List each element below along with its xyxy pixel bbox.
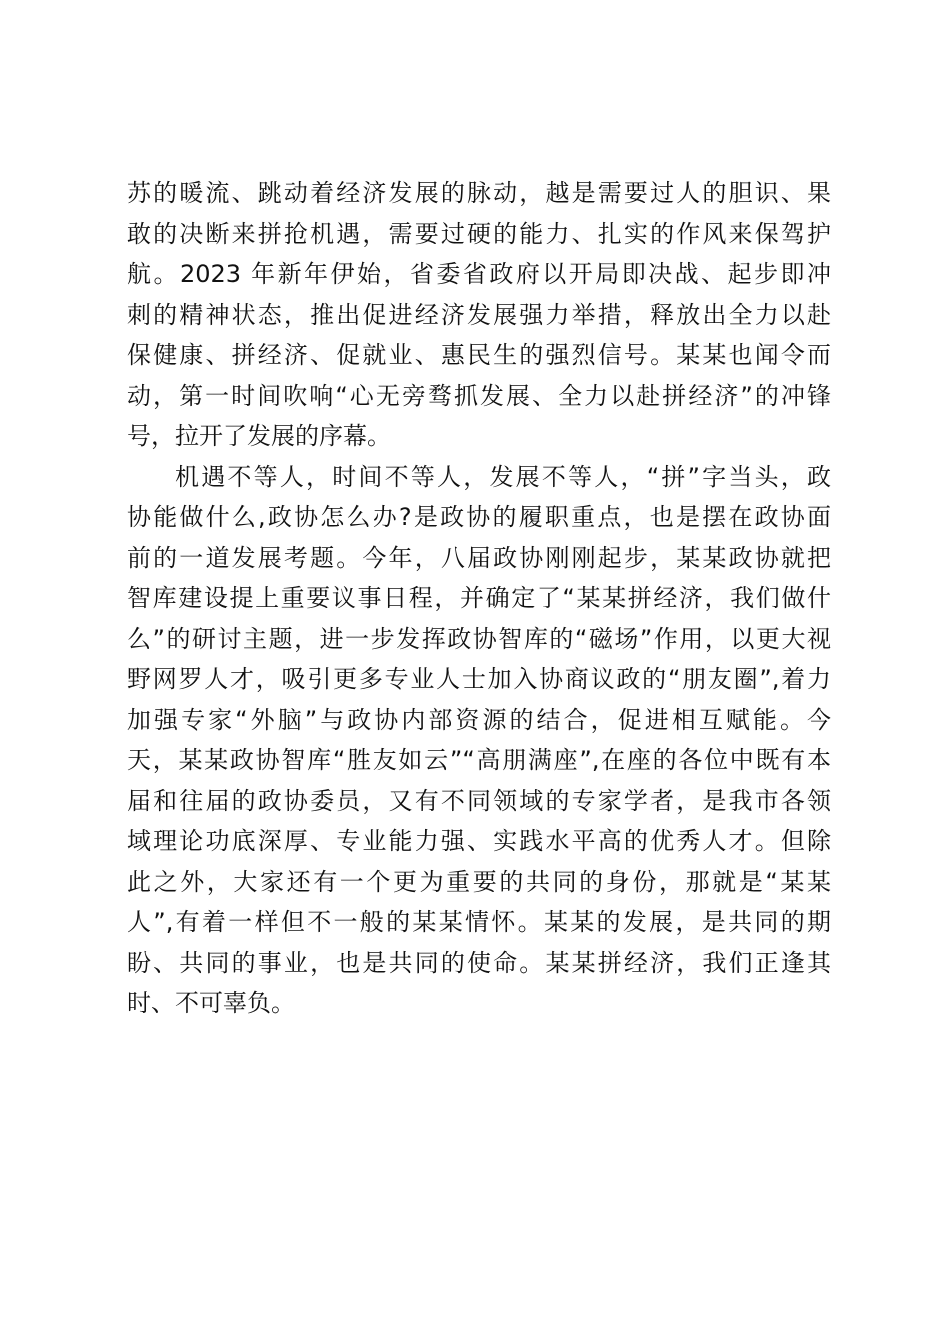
body-text	[127, 173, 831, 1024]
text-line: 机遇不等人，时间不等人，发展不等人，“拼”字当头，政	[175, 462, 831, 491]
text-line: 人”,有着一样但不一般的某某情怀。某某的发展，是共同的期	[127, 908, 831, 936]
text-line: 号，拉开了发展的序幕。	[127, 422, 391, 450]
text-line: 协能做什么,政协怎么办?是政协的履职重点，也是摆在政协面	[127, 503, 831, 531]
text-line: 加强专家“外脑”与政协内部资源的结合，促进相互赋能。今	[127, 705, 831, 734]
text-line: 届和往届的政协委员，又有不同领域的专家学者，是我市各领	[127, 786, 831, 815]
text-line: 前的一道发展考题。今年，八届政协刚刚起步，某某政协就把	[127, 543, 831, 572]
text-line: 时、不可辜负。	[127, 989, 295, 1017]
text-line: 刺的精神状态，推出促进经济发展强力举措，释放出全力以赴	[127, 300, 831, 329]
text-line: 智库建设提上重要议事日程，并确定了“某某拼经济，我们做什	[127, 584, 831, 612]
text-line: 域理论功底深厚、专业能力强、实践水平高的优秀人才。但除	[127, 827, 831, 855]
text-line: 苏的暖流、跳动着经济发展的脉动，越是需要过人的胆识、果	[127, 179, 831, 207]
text-line: 野网罗人才，吸引更多专业人士加入协商议政的“朋友圈”,着力	[127, 665, 831, 693]
text-line: 么”的研讨主题，进一步发挥政协智库的“磁场”作用，以更大视	[127, 624, 831, 653]
text-line: 天，某某政协智库“胜友如云”“高朋满座”,在座的各位中既有本	[127, 746, 831, 774]
text-line: 保健康、拼经济、促就业、惠民生的强烈信号。某某也闻令而	[127, 341, 831, 369]
text-line: 此之外，大家还有一个更为重要的共同的身份，那就是“某某	[127, 867, 831, 896]
text-line: 盼、共同的事业，也是共同的使命。某某拼经济，我们正逢其	[127, 948, 831, 977]
text-line: 航。2023 年新年伊始，省委省政府以开局即决战、起步即冲	[127, 260, 831, 288]
text-line: 敢的决断来拼抢机遇，需要过硬的能力、扎实的作风来保驾护	[127, 219, 831, 248]
text-line: 动，第一时间吹响“心无旁骛抓发展、全力以赴拼经济”的冲锋	[127, 381, 831, 410]
